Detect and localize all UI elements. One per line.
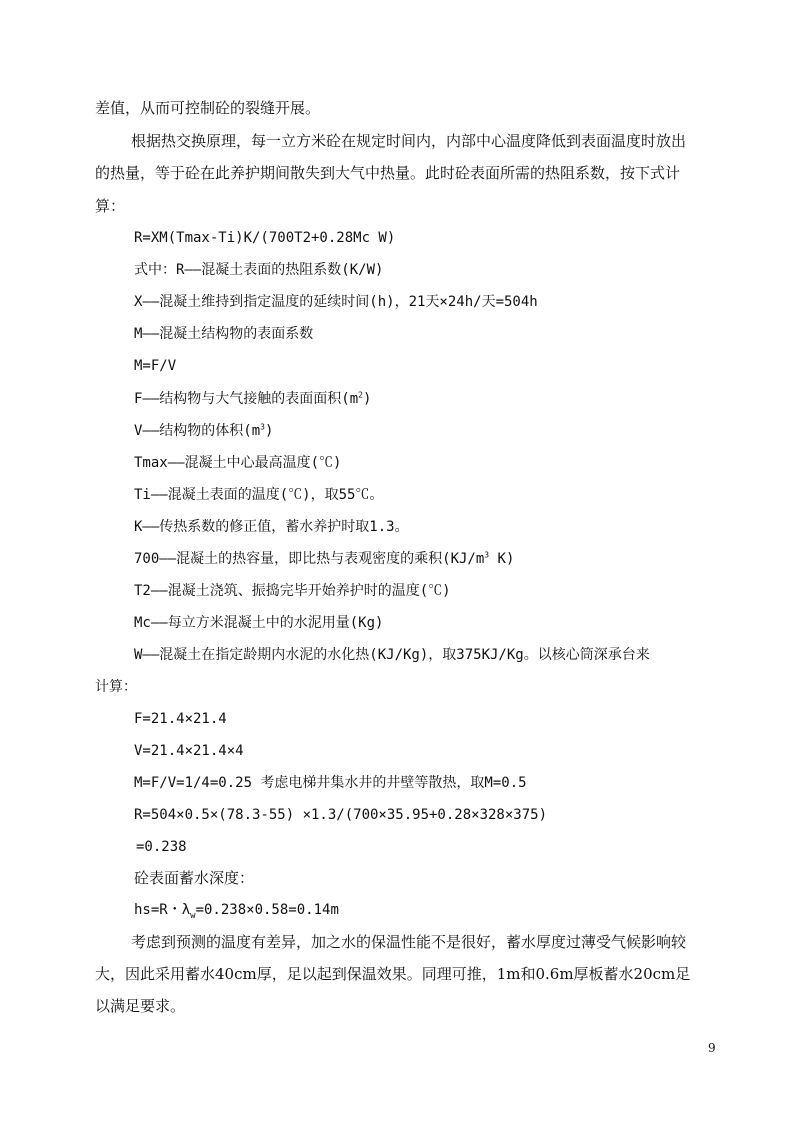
paragraph-line: 砼表面蓄水深度： <box>134 869 255 887</box>
text-segment: 700——混凝土的热容量，即比热与表观密度的乘积(KJ/m <box>134 551 485 567</box>
paragraph-line: 计算： <box>95 679 137 695</box>
page-number: 9 <box>708 1041 716 1055</box>
definition-line <box>134 389 371 409</box>
definition-line: Mc——每立方米混凝土中的水泥用量(Kg) <box>134 615 384 631</box>
definition-line <box>134 421 273 441</box>
subscript: w <box>190 910 196 921</box>
definition-line: M——混凝土结构物的表面系数 <box>134 326 314 342</box>
formula-line: V=21.4×21.4×4 <box>134 743 244 759</box>
superscript: 2 <box>358 390 363 400</box>
text-segment: V——结构物的体积(m <box>134 423 261 439</box>
text-segment: =0.238×0.58=0.14m <box>195 902 339 918</box>
definition-line: Ti——混凝土表面的温度(℃)，取55℃。 <box>134 487 384 503</box>
superscript: 3 <box>260 422 265 432</box>
paragraph-line: 考虑到预测的温度有差异，加之水的保温性能不是很好，蓄水厚度过薄受气候影响较 <box>131 933 687 951</box>
paragraph-line: 差值，从而可控制砼的裂缝开展。 <box>95 99 321 117</box>
formula-line: M=F/V <box>134 358 177 374</box>
paragraph-line: 根据热交换原理，每一立方米砼在规定时间内，内部中心温度降低到表面温度时放出 <box>131 132 687 150</box>
text-segment: hs=R・λ <box>134 902 191 918</box>
text-segment: K) <box>489 551 515 567</box>
text-segment: F——结构物与大气接触的表面面积(m <box>134 391 359 407</box>
paragraph-line: 以满足要求。 <box>95 997 186 1015</box>
definition-line: K——传热系数的修正值，蓄水养护时取1.3。 <box>134 519 409 535</box>
superscript: 3 <box>484 550 490 560</box>
paragraph-line: 的热量，等于砼在此养护期间散失到大气中热量。此时砼表面所需的热阻系数，按下式计 <box>95 164 681 182</box>
text-segment: ) <box>362 391 372 407</box>
text-segment: ) <box>264 423 274 439</box>
paragraph-line: 大，因此采用蓄水40cm厚，足以起到保温效果。同理可推，1m和0.6m厚板蓄水20cm足 <box>95 965 691 983</box>
formula-line <box>134 900 339 920</box>
formula-result: =0.238 <box>136 839 187 855</box>
formula-line: M=F/V=1/4=0.25 考虑电梯井集水井的井壁等散热，取M=0.5 <box>134 775 527 791</box>
definition-line: Tmax——混凝土中心最高温度(℃) <box>134 455 342 471</box>
paragraph-line: 算： <box>95 197 126 215</box>
definition-line: W——混凝土在指定龄期内水泥的水化热(KJ/Kg)，取375KJ/Kg。以核心筒深承台来 <box>134 647 650 663</box>
formula-line: F=21.4×21.4 <box>134 711 227 727</box>
definition-line: T2——混凝土浇筑、振捣完毕开始养护时的温度(℃) <box>134 583 451 599</box>
definition-line: 式中：R——混凝土表面的热阻系数(K/W) <box>134 262 384 278</box>
formula-line: R=XM(Tmax-Ti)K/(700T2+0.28Mc W) <box>134 230 396 246</box>
definition-line: X——混凝土维持到指定温度的延续时间(h)，21天×24h/天=504h <box>134 294 538 310</box>
formula-line: R=504×0.5×(78.3-55) ×1.3/(700×35.95+0.28×328×375) <box>134 807 548 823</box>
definition-line <box>134 549 514 569</box>
